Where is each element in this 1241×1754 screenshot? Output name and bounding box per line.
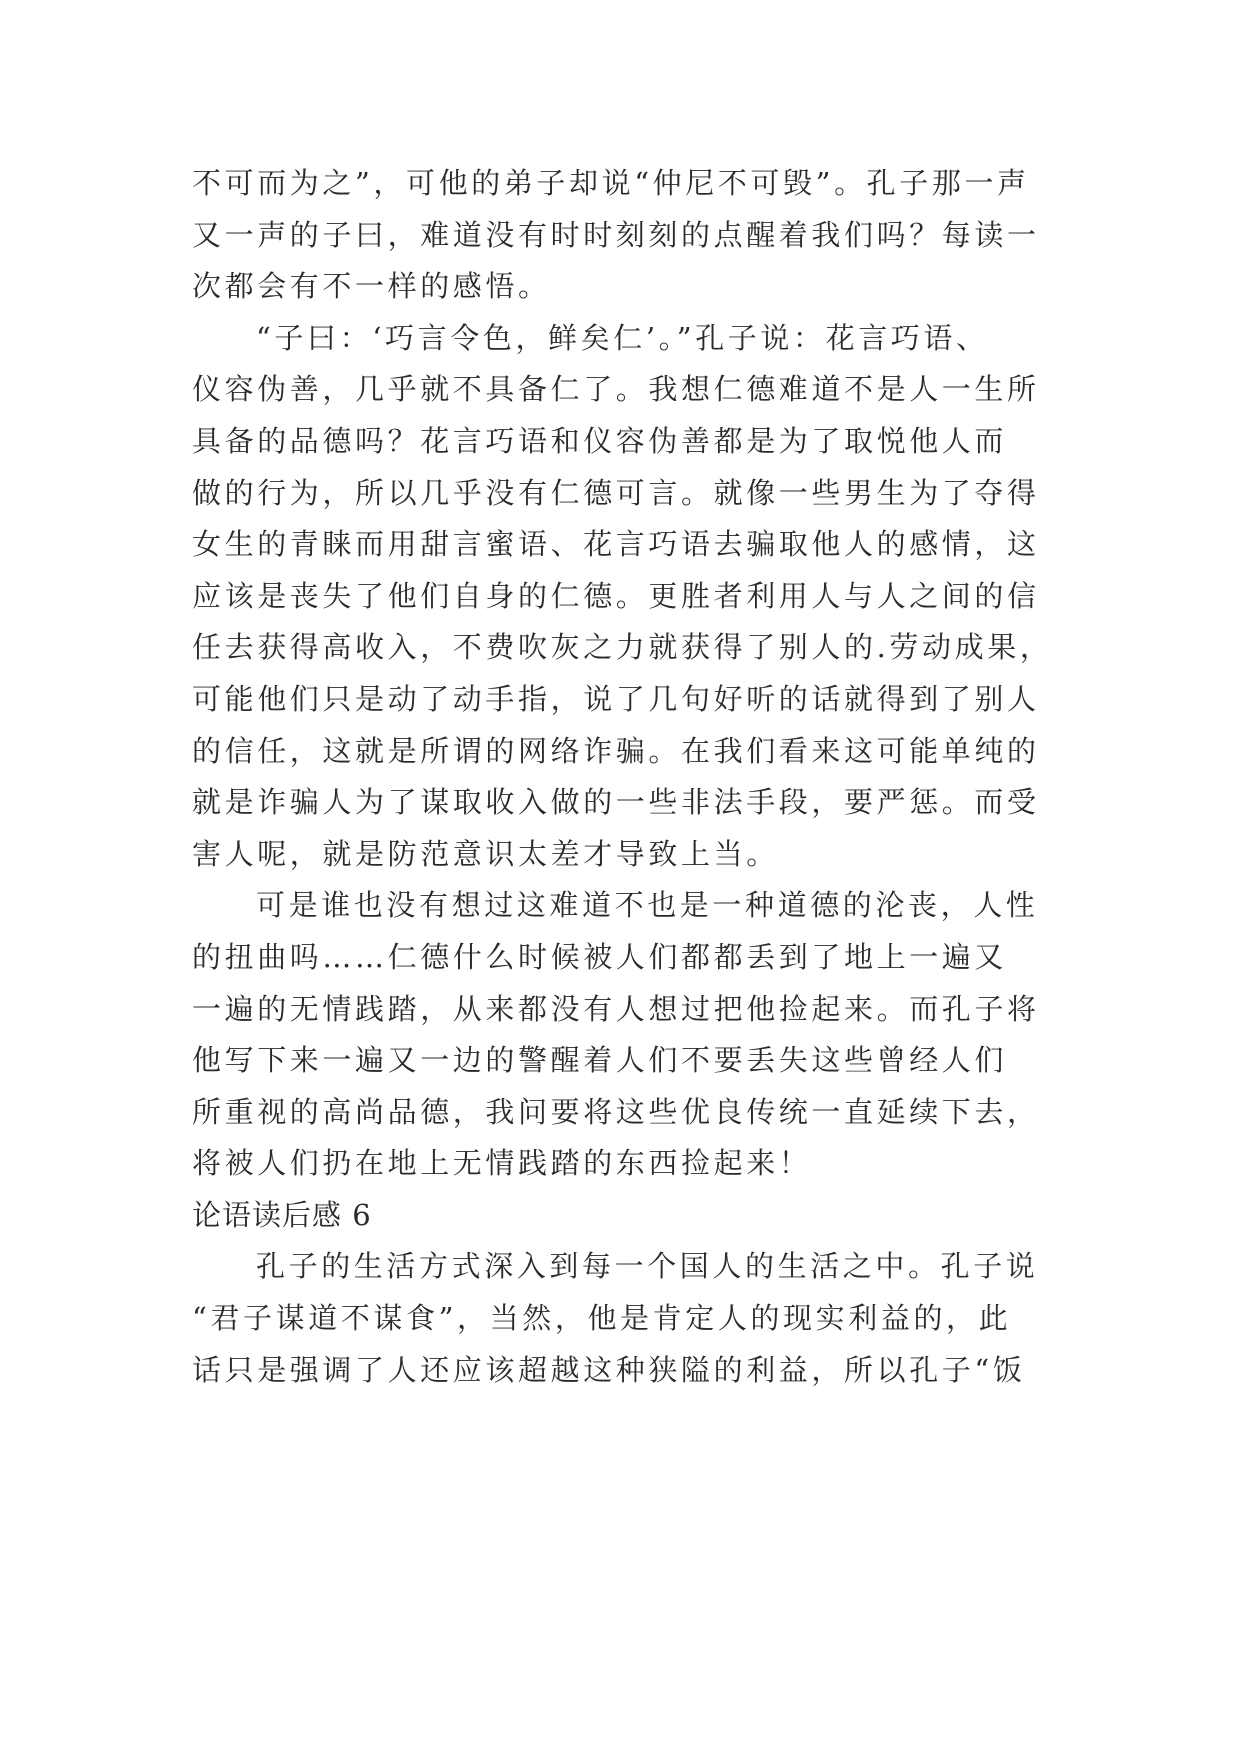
text-line: 应该是丧失了他们自身的仁德。更胜者利用人与人之间的信 (192, 578, 1040, 613)
text-line: 话只是强调了人还应该超越这种狭隘的利益，所以孔子“饭 (192, 1352, 1026, 1387)
text-line: 将被人们扔在地上无情践踏的东西捡起来！ (192, 1146, 812, 1181)
text-line: 次都会有不一样的感悟。 (192, 269, 551, 304)
text-line: 具备的品德吗？花言巧语和仪容伪善都是为了取悦他人而 (192, 423, 1008, 458)
section-heading: 论语读后感 6 (192, 1197, 372, 1232)
text-line: 可能他们只是动了动手指，说了几句好听的话就得到了别人 (192, 681, 1040, 716)
text-line: 女生的青睐而用甜言蜜语、花言巧语去骗取他人的感情，这 (192, 527, 1040, 562)
text-line: 的扭曲吗……仁德什么时候被人们都都丢到了地上一遍又 (192, 939, 1008, 974)
paragraph-start-line: 孔子的生活方式深入到每一个国人的生活之中。孔子说 (256, 1249, 1039, 1284)
text-line: 仪容伪善，几乎就不具备仁了。我想仁德难道不是人一生所 (192, 372, 1040, 407)
text-line: 一遍的无情践踏，从来都没有人想过把他捡起来。而孔子将 (192, 991, 1040, 1026)
text-line: 做的行为，所以几乎没有仁德可言。就像一些男生为了夺得 (192, 475, 1040, 510)
paragraph-start-line: “子曰：‘巧言令色，鲜矣仁’。”孔子说：花言巧语、 (256, 320, 989, 355)
text-line: 就是诈骗人为了谋取收入做的一些非法手段，要严惩。而受 (192, 785, 1040, 820)
text-line: 不可而为之”，可他的弟子却说“仲尼不可毁”。孔子那一声 (192, 166, 1030, 200)
document-body (192, 158, 1054, 1396)
text-line: 害人呢，就是防范意识太差才导致上当。 (192, 836, 779, 871)
paragraph-start-line: 可是谁也没有想过这难道不也是一种道德的沦丧，人性 (256, 888, 1039, 923)
text-line: 他写下来一遍又一边的警醒着人们不要丢失这些曾经人们 (192, 1043, 1008, 1078)
text-line: 任去获得高收入，不费吹灰之力就获得了别人的.劳动成果， (192, 630, 1053, 665)
text-line: 又一声的子曰，难道没有时时刻刻的点醒着我们吗？每读一 (192, 217, 1040, 252)
text-line: 所重视的高尚品德，我问要将这些优良传统一直延续下去， (192, 1094, 1040, 1129)
text-line: “君子谋道不谋食”，当然，他是肯定人的现实利益的，此 (192, 1301, 1012, 1336)
text-line: 的信任，这就是所谓的网络诈骗。在我们看来这可能单纯的 (192, 733, 1040, 768)
